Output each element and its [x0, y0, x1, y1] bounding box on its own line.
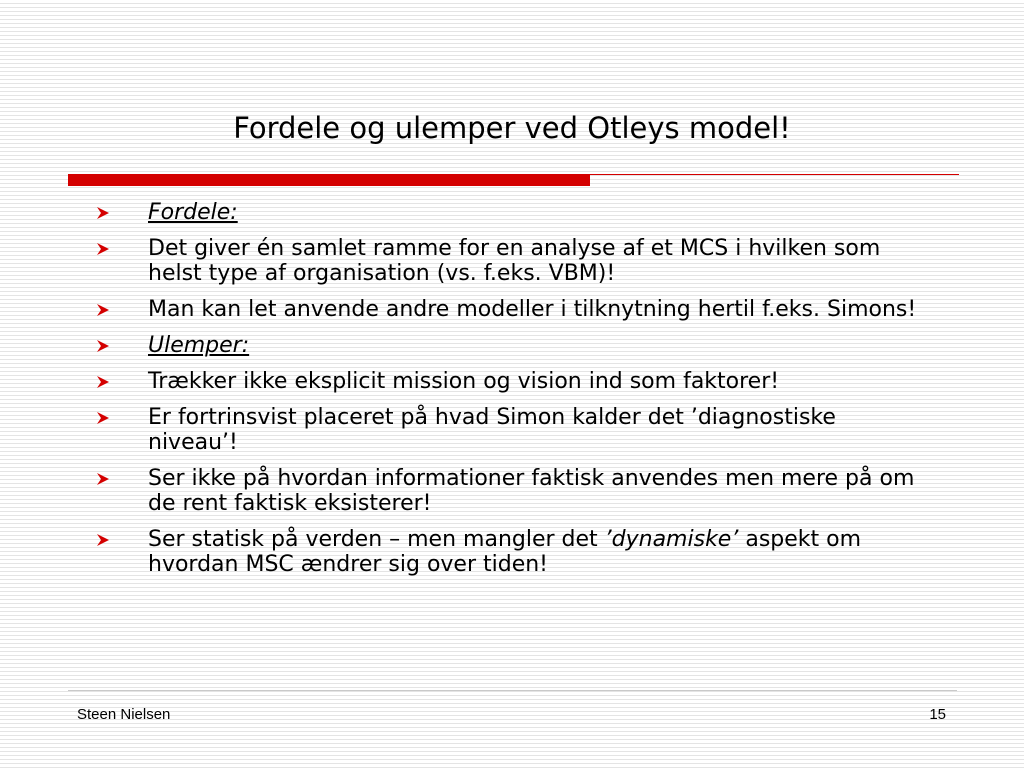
bullet-text	[148, 527, 861, 577]
bullet-text: Trækker ikke eksplicit mission og vision ind som faktorer!	[148, 369, 780, 394]
red-arrowhead-bullet-icon	[96, 339, 110, 353]
red-arrowhead-bullet-icon	[96, 375, 110, 389]
bullet-text: Man kan let anvende andre modeller i tilknytning hertil f.eks. Simons!	[148, 297, 917, 322]
bullet-text: Er fortrinsvist placeret på hvad Simon kalder det ’diagnostiske niveau’!	[148, 405, 836, 455]
bullet-item	[96, 297, 926, 322]
red-arrowhead-bullet-icon	[96, 472, 110, 486]
bullet-item	[96, 527, 926, 577]
red-arrowhead-bullet-icon	[96, 242, 110, 256]
bullet-text: Det giver én samlet ramme for en analyse af et MCS i hvilken som helst type af organisation (vs. f.eks. VBM)!	[148, 236, 881, 286]
bullet-item	[96, 200, 926, 225]
title-underline-bar	[68, 175, 590, 186]
bullet-item	[96, 369, 926, 394]
footer-page-number: 15	[929, 706, 946, 723]
bullet-text-emphasis: ’dynamiske’	[604, 527, 739, 552]
bullet-list	[96, 200, 926, 588]
slide-title: Fordele og ulemper ved Otleys model!	[233, 111, 791, 145]
red-arrowhead-bullet-icon	[96, 411, 110, 425]
footer-author: Steen Nielsen	[77, 706, 171, 723]
bullet-heading-advantages: Fordele:	[148, 200, 238, 225]
bullet-text: Ser ikke på hvordan informationer faktisk anvendes men mere på om de rent faktisk eksisterer!	[148, 466, 915, 516]
bullet-item	[96, 405, 926, 455]
bullet-heading-disadvantages: Ulemper:	[148, 333, 250, 358]
bullet-item	[96, 333, 926, 358]
red-arrowhead-bullet-icon	[96, 206, 110, 220]
bullet-item	[96, 466, 926, 516]
footer-divider	[68, 690, 957, 691]
bullet-item	[96, 236, 926, 286]
red-arrowhead-bullet-icon	[96, 533, 110, 547]
bullet-text-part: aspekt om hvordan MSC ændrer sig over tiden!	[148, 527, 862, 577]
bullet-text-part: Ser statisk på verden – men mangler det	[148, 527, 605, 552]
red-arrowhead-bullet-icon	[96, 303, 110, 317]
